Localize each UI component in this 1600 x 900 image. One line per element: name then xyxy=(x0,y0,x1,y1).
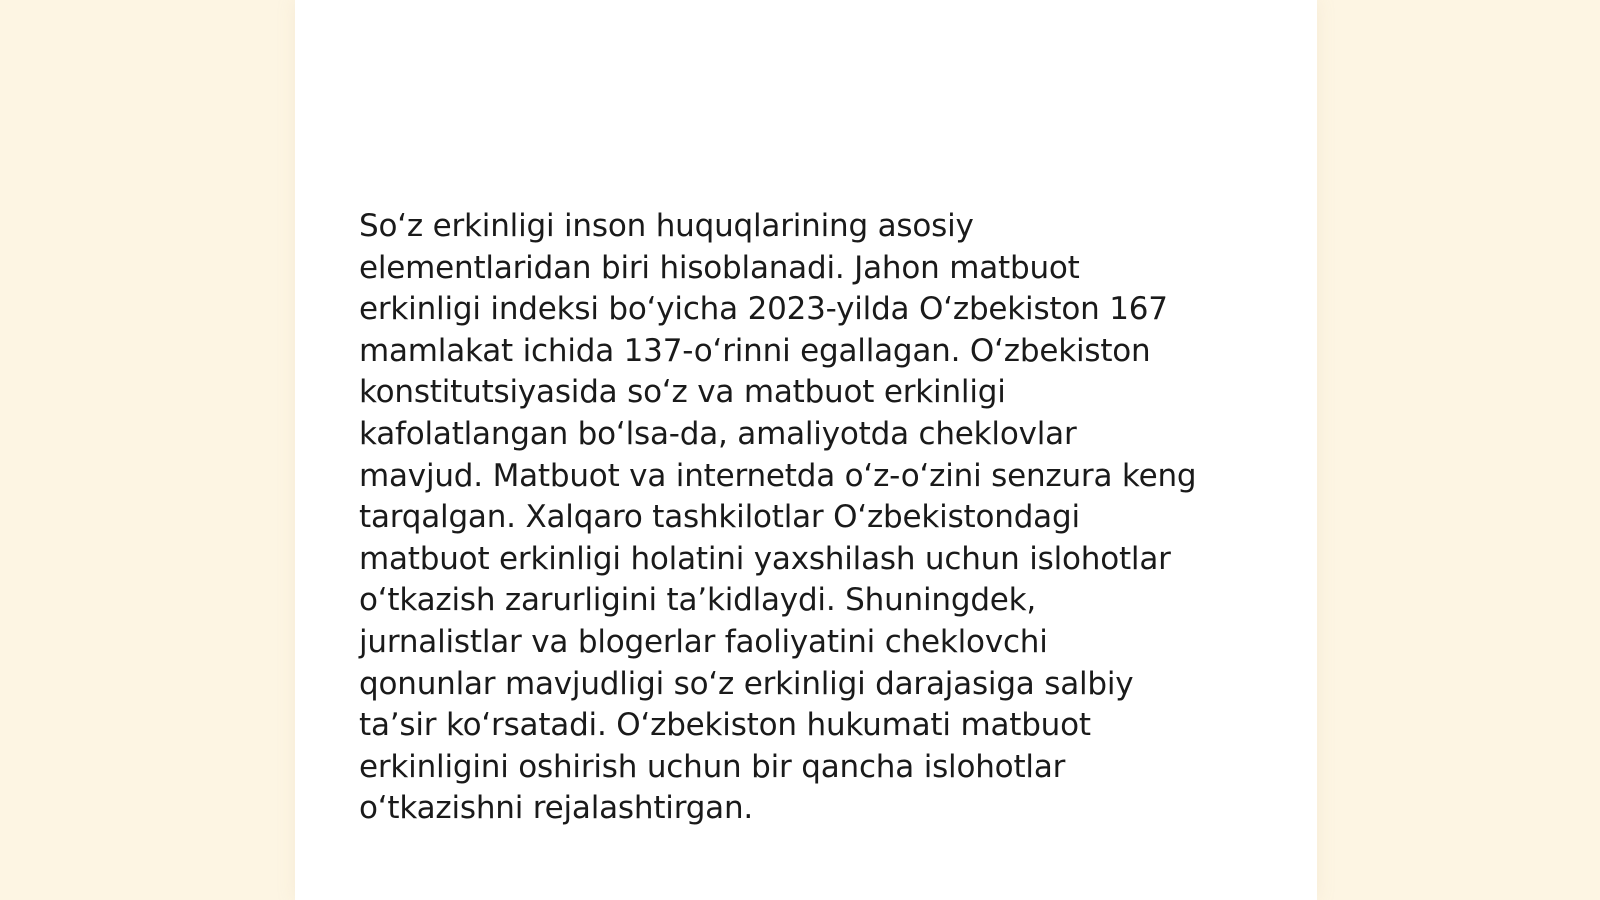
paragraph-line: kafolatlangan bo‘lsa-da, amaliyotda cheklovlar xyxy=(359,415,1077,452)
paragraph-line: erkinligini oshirish uchun bir qancha islohotlar xyxy=(359,748,1066,785)
paragraph-line: So‘z erkinligi inson huquqlarining asosiy xyxy=(359,208,974,244)
paragraph-line: erkinligi indeksi bo‘yicha 2023-yilda O‘zbekiston 167 xyxy=(359,291,1168,328)
paragraph-line: jurnalistlar va blogerlar faoliyatini cheklovchi xyxy=(359,623,1048,660)
paragraph-line: o‘tkazishni rejalashtirgan. xyxy=(359,790,754,827)
body-paragraph xyxy=(359,206,1249,830)
paragraph-line: konstitutsiyasida so‘z va matbuot erkinligi xyxy=(359,374,1006,411)
paragraph-line: mamlakat ichida 137-o‘rinni egallagan. O‘zbekiston xyxy=(359,332,1151,369)
paragraph-line: tarqalgan. Xalqaro tashkilotlar O‘zbekistondagi xyxy=(359,499,1080,536)
paragraph-line: qonunlar mavjudligi so‘z erkinligi darajasiga salbiy xyxy=(359,665,1134,702)
paragraph-line: ta’sir ko‘rsatadi. O‘zbekiston hukumati matbuot xyxy=(359,707,1091,744)
paragraph-line: mavjud. Matbuot va internetda o‘z-o‘zini senzura keng xyxy=(359,457,1197,494)
paragraph-line: matbuot erkinligi holatini yaxshilash uchun islohotlar xyxy=(359,540,1171,577)
paragraph-line: o‘tkazish zarurligini ta’kidlaydi. Shuningdek, xyxy=(359,582,1037,619)
document-page xyxy=(295,0,1317,900)
paragraph-line: elementlaridan biri hisoblanadi. Jahon matbuot xyxy=(359,249,1080,286)
